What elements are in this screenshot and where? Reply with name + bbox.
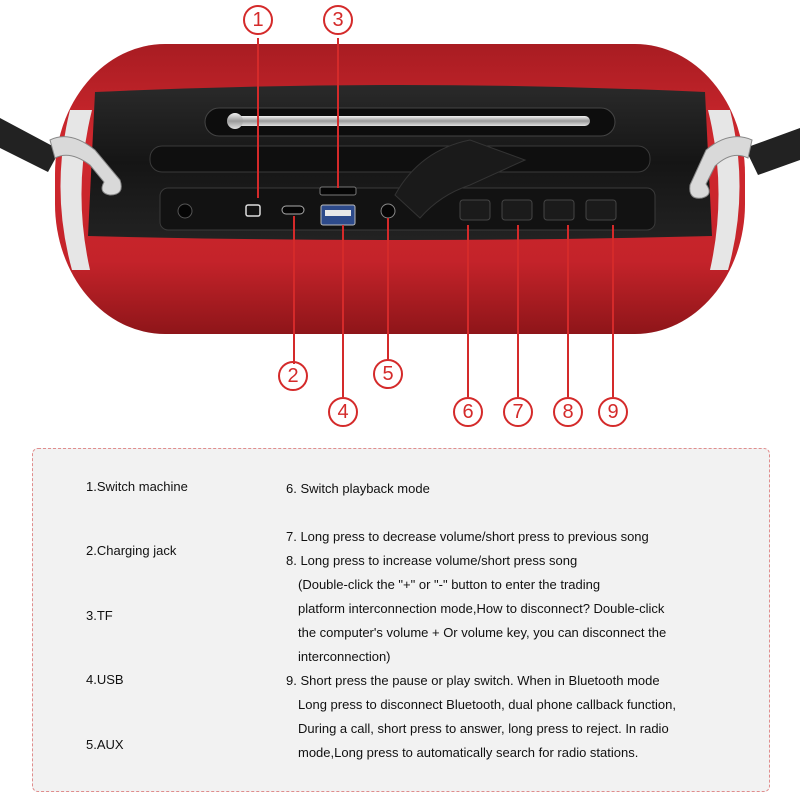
callout-number: 6 <box>462 401 474 423</box>
leader-9 <box>612 225 614 397</box>
callout-3 <box>320 2 356 38</box>
function-5: 5.AUX <box>86 737 124 752</box>
callout-number: 7 <box>512 401 524 423</box>
tf-slot <box>320 187 356 195</box>
desc-9-line2: Long press to disconnect Bluetooth, dual phone callback function, <box>298 697 676 712</box>
callout-7 <box>500 394 536 430</box>
desc-8-line3: platform interconnection mode,How to disconnect? Double-click <box>298 601 665 616</box>
desc-9-line3: During a call, short press to answer, long press to reject. In radio <box>298 721 669 736</box>
upper-slot <box>150 146 650 172</box>
function-4: 4.USB <box>86 672 124 687</box>
callout-5 <box>370 356 406 392</box>
usb-port-inner <box>325 210 351 216</box>
function-1: 1.Switch machine <box>86 479 188 494</box>
leader-3 <box>337 38 339 188</box>
callout-number: 4 <box>337 401 349 423</box>
desc-8: 8. Long press to increase volume/short press song <box>286 553 578 568</box>
function-3: 3.TF <box>86 608 113 623</box>
desc-8-line2: (Double-click the "+" or "-" button to enter the trading <box>298 577 601 592</box>
callout-4 <box>325 394 361 430</box>
leader-8 <box>567 225 569 397</box>
desc-6: 6. Switch playback mode <box>286 481 430 496</box>
callout-number: 8 <box>562 401 574 423</box>
description-panel <box>32 448 770 792</box>
callout-number: 3 <box>332 9 344 31</box>
leader-5 <box>387 218 389 361</box>
callout-number: 5 <box>382 363 394 385</box>
leader-2 <box>293 216 295 364</box>
callout-number: 9 <box>607 401 619 423</box>
mode-button <box>460 200 490 220</box>
desc-9-line4: mode,Long press to automatically search for radio stations. <box>298 745 639 760</box>
aux-port-left <box>178 204 192 218</box>
leader-4 <box>342 225 344 397</box>
desc-8-line5: interconnection) <box>298 649 391 664</box>
aux-port <box>381 204 395 218</box>
leader-1 <box>257 38 259 198</box>
desc-8-line4: the computer's volume + Or volume key, you can disconnect the <box>298 625 667 640</box>
desc-9: 9. Short press the pause or play switch. When in Bluetooth mode <box>286 673 660 688</box>
leader-7 <box>517 225 519 397</box>
function-2: 2.Charging jack <box>86 543 177 558</box>
volume-up-button <box>544 200 574 220</box>
right-strap <box>745 128 800 175</box>
callout-number: 2 <box>287 365 299 387</box>
antenna-knob <box>227 113 243 129</box>
callout-number: 1 <box>252 9 264 31</box>
callout-2 <box>275 358 311 394</box>
desc-7: 7. Long press to decrease volume/short press to previous song <box>286 529 649 544</box>
callout-1 <box>240 2 276 38</box>
leader-6 <box>467 225 469 397</box>
antenna-icon <box>230 116 590 126</box>
play-button <box>586 200 616 220</box>
callout-9 <box>595 394 631 430</box>
charging-port <box>282 206 304 214</box>
callout-6 <box>450 394 486 430</box>
callout-8 <box>550 394 586 430</box>
volume-down-button <box>502 200 532 220</box>
